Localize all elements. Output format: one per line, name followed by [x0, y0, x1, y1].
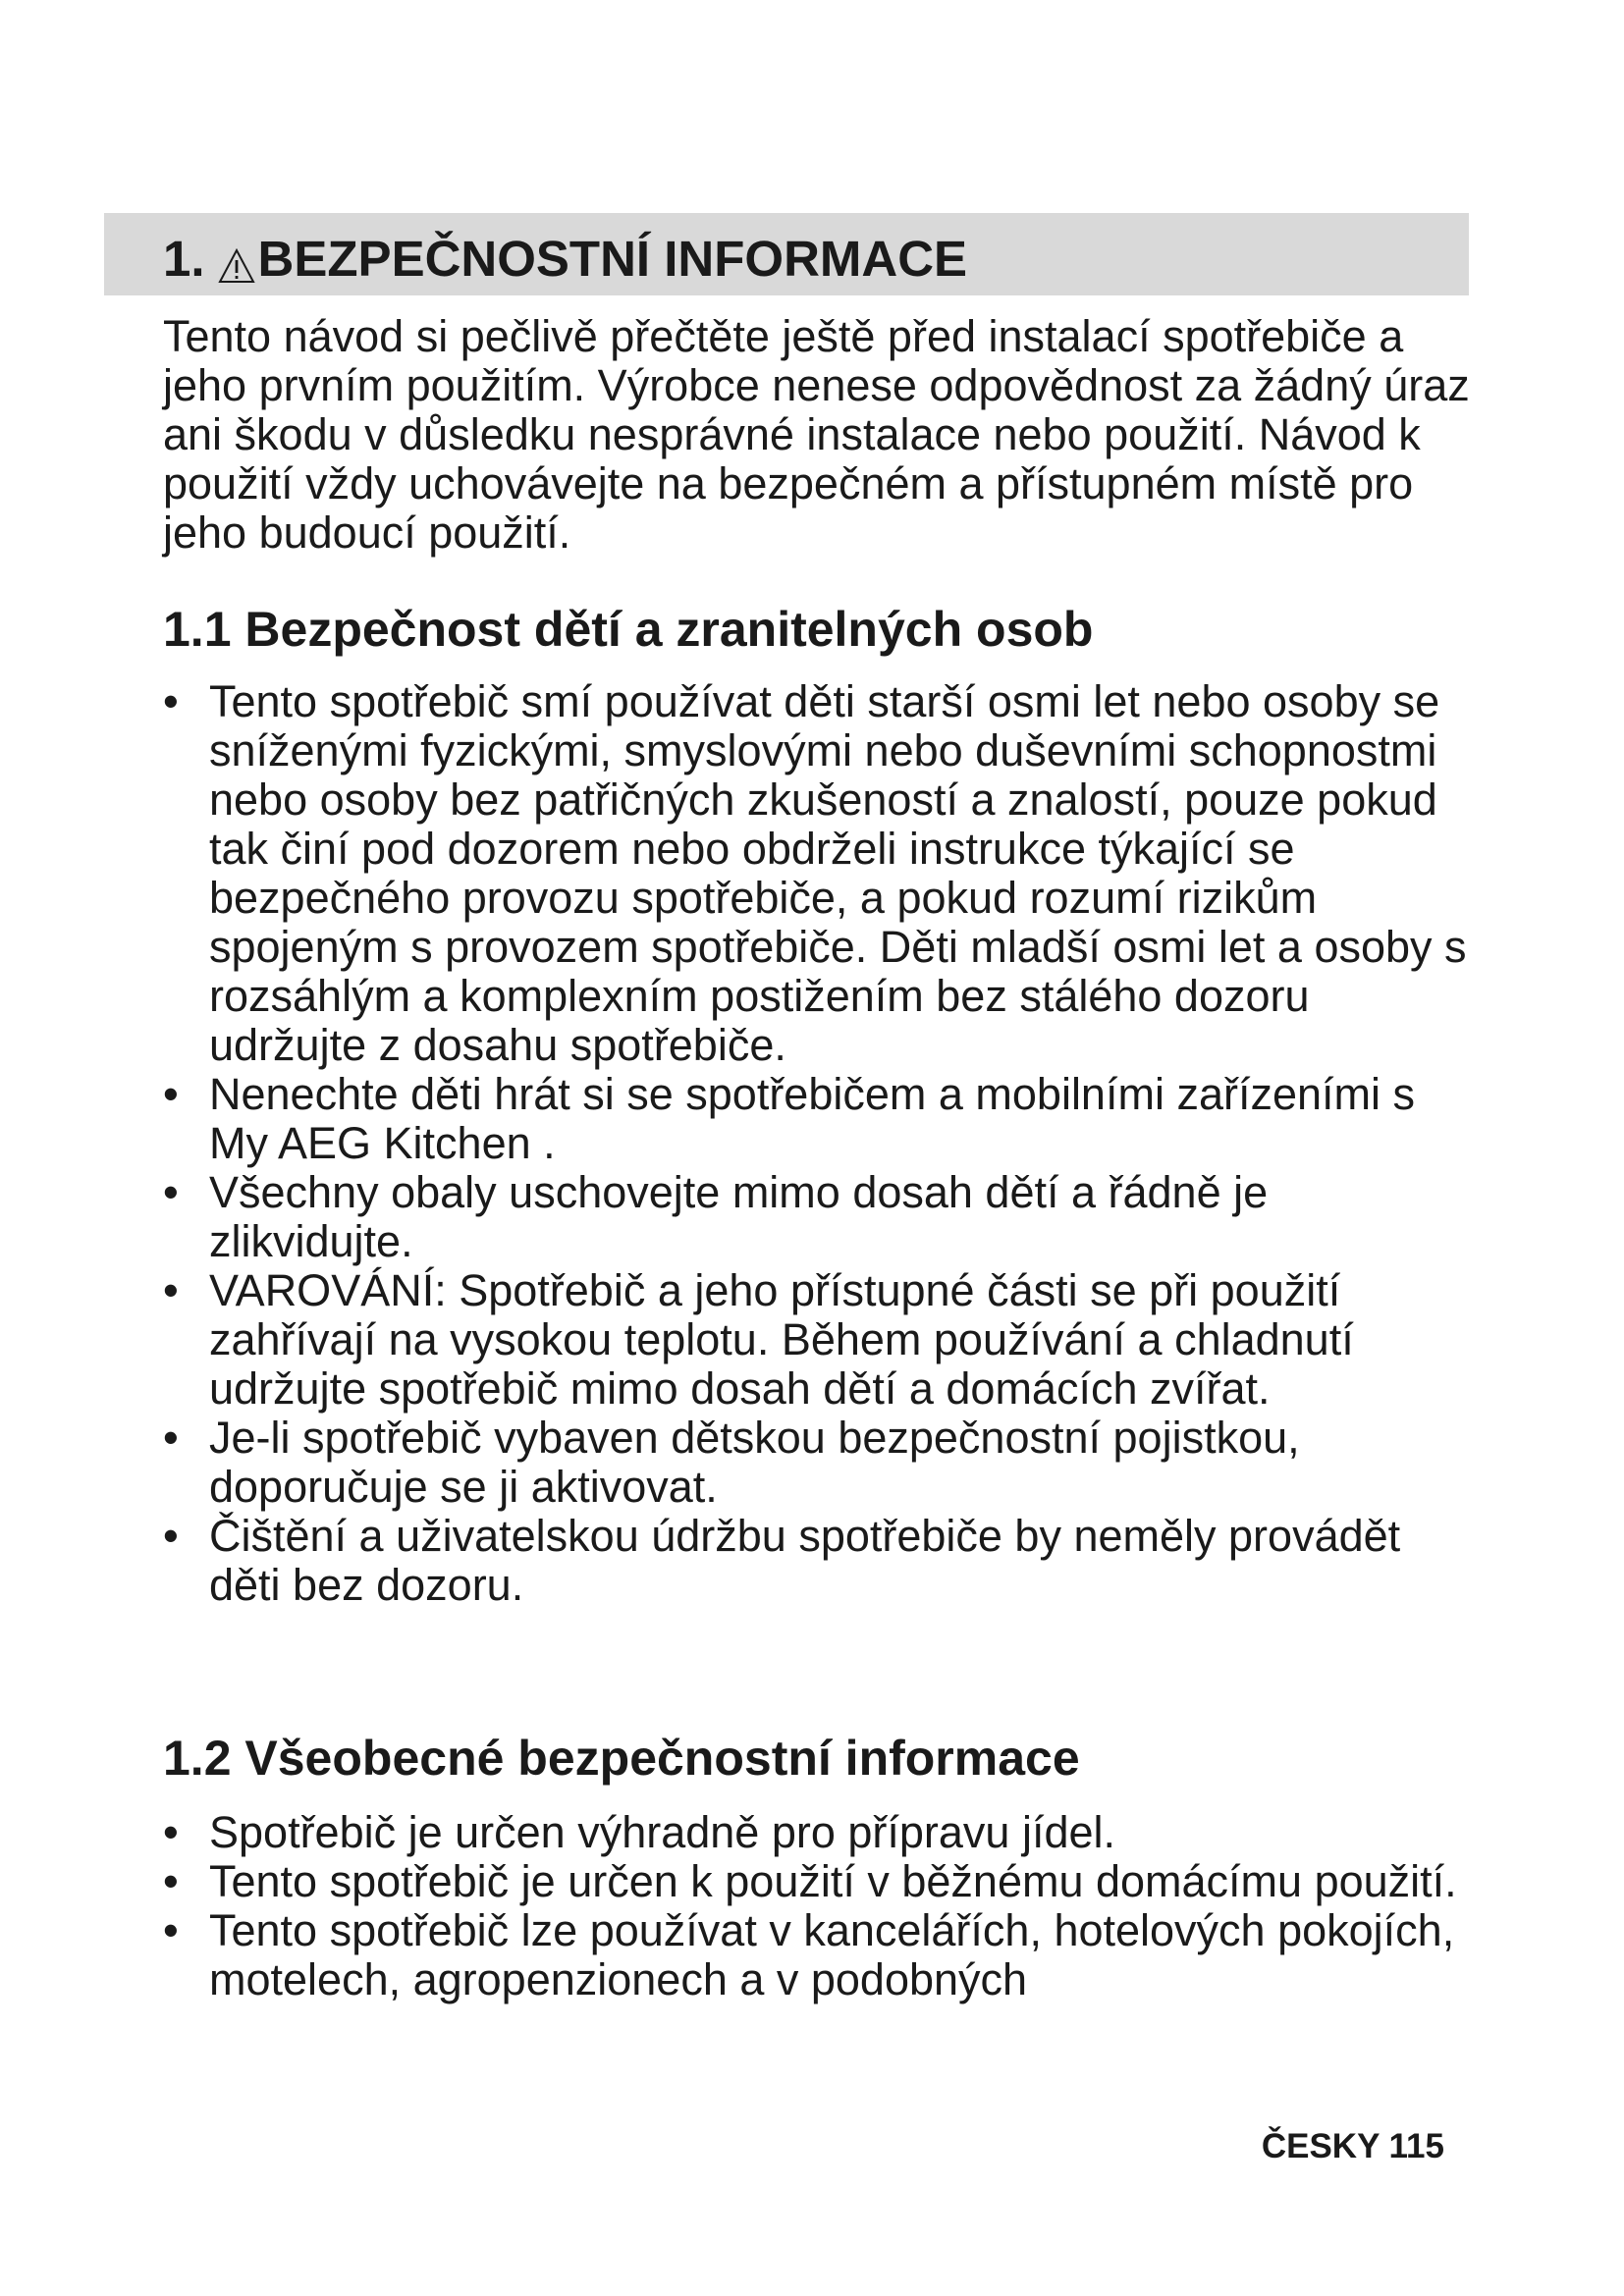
- subsection-heading-general-safety: 1.2 Všeobecné bezpečnostní informace: [163, 1731, 1080, 1786]
- list-item: • Všechny obaly uschovejte mimo dosah dětí a řádně je zlikvidujte.: [163, 1168, 1479, 1266]
- list-item: • Tento spotřebič je určen k použití v běžnému domácímu použití.: [163, 1857, 1479, 1906]
- list-item: • Je-li spotřebič vybaven dětskou bezpečnostní pojistkou, doporučuje se ji aktivovat.: [163, 1414, 1479, 1512]
- list-item: • Tento spotřebič lze používat v kancelářích, hotelových pokojích, motelech, agropenzionech a v podobných: [163, 1906, 1479, 2004]
- subsection-heading-children-safety: 1.1 Bezpečnost dětí a zranitelných osob: [163, 602, 1094, 657]
- children-safety-list: [163, 677, 1479, 1610]
- section-title: [163, 230, 967, 289]
- page-footer: ČESKY 115: [1261, 2127, 1444, 2165]
- section-number: 1.: [163, 231, 205, 287]
- list-item: • Spotřebič je určen výhradně pro přípravu jídel.: [163, 1808, 1479, 1857]
- list-item: • Nenechte děti hrát si se spotřebičem a mobilními zařízeními s My AEG Kitchen .: [163, 1070, 1479, 1168]
- warning-triangle-icon: [217, 240, 256, 279]
- list-item: • Čištění a uživatelskou údržbu spotřebiče by neměly provádět děti bez dozoru.: [163, 1512, 1479, 1610]
- list-item: • VAROVÁNÍ: Spotřebič a jeho přístupné části se při použití zahřívají na vysokou teplotu. Během používání a chladnutí udržujte spotřebič mimo dosah dětí a domácích zvířat.: [163, 1266, 1479, 1414]
- list-item: • Tento spotřebič smí používat děti starší osmi let nebo osoby se sníženými fyzickými, smyslovými nebo duševními schopnostmi nebo osoby bez patřičných zkušeností a znalostí, pouze pokud tak činí pod dozorem nebo obdrželi instrukce týkající se bezpečného provozu spotřebiče, a pokud rozumí rizikům spojeným s provozem spotřebiče. Děti mladší osmi let a osoby s rozsáhlým a komplexním postižením bez stálého dozoru udržujte z dosahu spotřebiče.: [163, 677, 1479, 1070]
- section-title-text: BEZPEČNOSTNÍ INFORMACE: [257, 231, 968, 287]
- general-safety-list: [163, 1808, 1479, 2004]
- intro-paragraph: Tento návod si pečlivě přečtěte ještě před instalací spotřebiče a jeho prvním použitím. Výrobce nenese odpovědnost za žádný úraz ani škodu v důsledku nesprávné instalace nebo použití. Návod k použití vždy uchovávejte na bezpečném a přístupném místě pro jeho budoucí použití.: [163, 311, 1470, 558]
